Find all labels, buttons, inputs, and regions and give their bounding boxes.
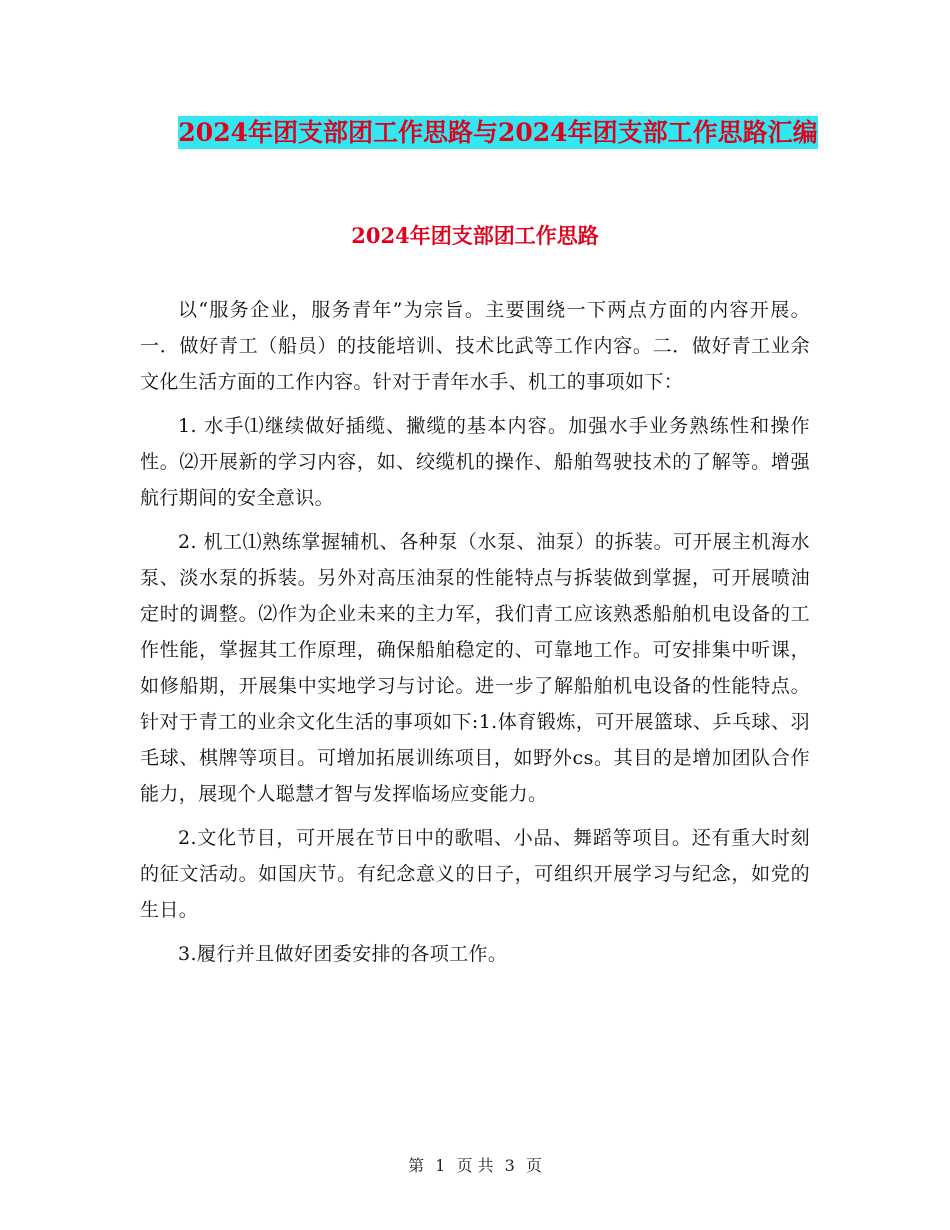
document-title-text: 2024年团支部团工作思路与2024年团支部工作思路汇编 (178, 118, 818, 147)
section-title: 2024年团支部团工作思路 (351, 223, 599, 248)
document-title (140, 112, 856, 154)
paragraph: 以“服务企业，服务青年”为宗旨。主要围绕一下两点方面的内容开展。一．做好青工（船员）的技能培训、技术比武等工作内容。二．做好青工业余文化生活方面的工作内容。针对于青年水手、机工的事项如下： (140, 299, 810, 393)
page-footer (0, 1153, 950, 1176)
footer-suffix: 页 (525, 1156, 542, 1175)
document-body (140, 292, 810, 980)
footer-page-number: 1 (435, 1156, 446, 1175)
paragraph: 1. 水手⑴继续做好插缆、撇缆的基本内容。加强水手业务熟练性和操作性。⑵开展新的学习内容，如、绞缆机的操作、船舶驾驶技术的了解等。增强航行期间的安全意识。 (140, 415, 810, 509)
footer-middle: 页 共 (456, 1156, 494, 1175)
paragraph: 2.文化节目，可开展在节日中的歌唱、小品、舞蹈等项目。还有重大时刻的征文活动。如国庆节。有纪念意义的日子，可组织开展学习与纪念，如党的生日。 (140, 827, 810, 921)
footer-total-pages: 3 (504, 1156, 515, 1175)
footer-prefix: 第 (408, 1156, 425, 1175)
paragraph: 3.履行并且做好团委安排的各项工作。 (178, 943, 508, 965)
paragraph: 2. 机工⑴熟练掌握辅机、各种泵（水泵、油泵）的拆装。可开展主机海水泵、淡水泵的拆装。另外对高压油泵的性能特点与拆装做到掌握，可开展喷油定时的调整。⑵作为企业未来的主力军，我们青工应该熟悉船舶机电设备的工作性能，掌握其工作原理，确保船舶稳定的、可靠地工作。可安排集中听课，如修船期，开展集中实地学习与讨论。进一步了解船舶机电设备的性能特点。针对于青工的业余文化生活的事项如下:1.体育锻炼，可开展篮球、乒乓球、羽毛球、棋牌等项目。可增加拓展训练项目，如野外cs。其目的是增加团队合作能力，展现个人聪慧才智与发挥临场应变能力。 (140, 531, 810, 805)
